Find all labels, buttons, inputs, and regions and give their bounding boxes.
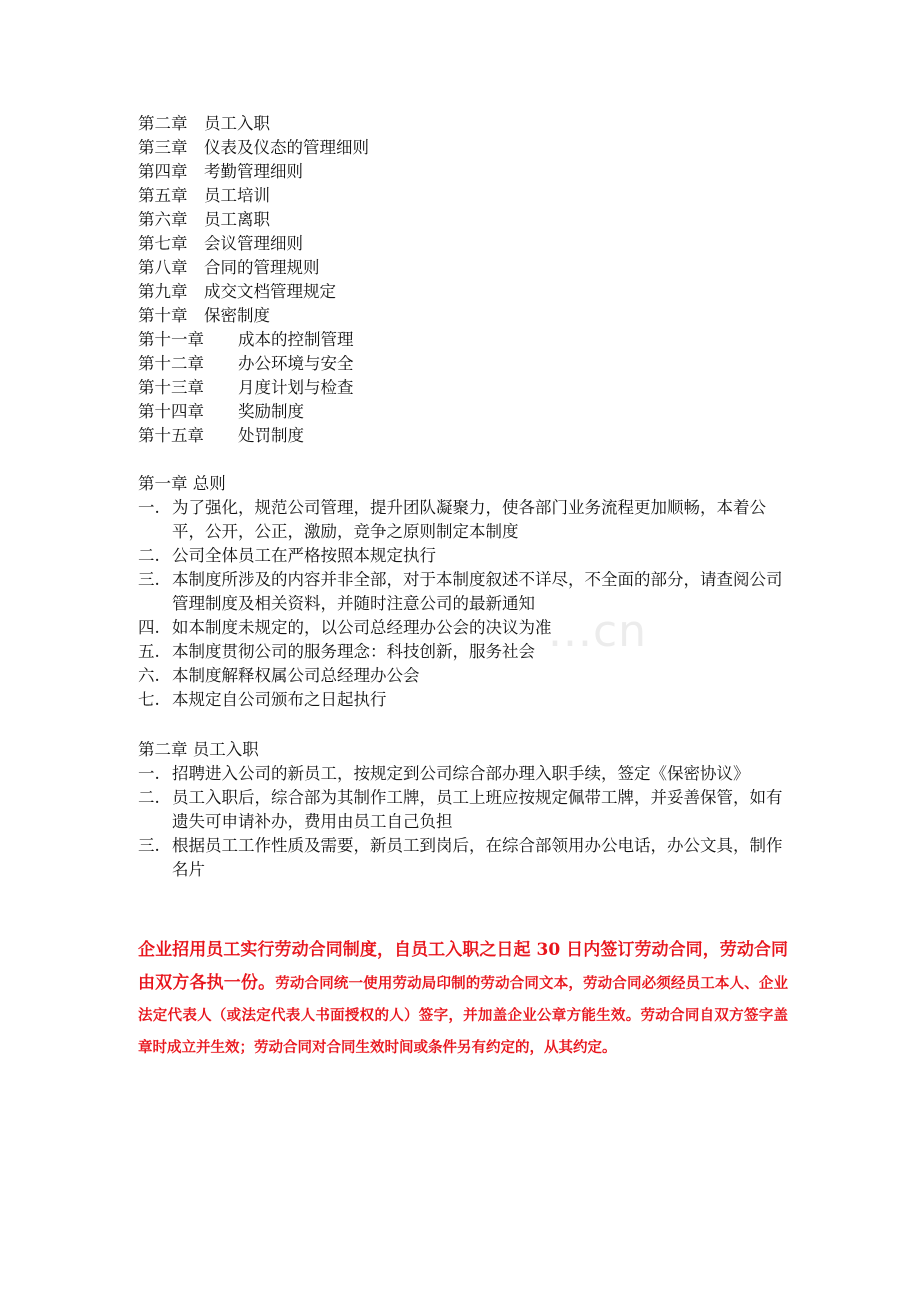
toc-chapter-title: 会议管理细则 (204, 234, 303, 253)
toc-item (138, 424, 369, 448)
item-text: 根据员工工作性质及需要，新员工到岗后，在综合部领用办公电话，办公文具，制作名片 (172, 836, 783, 879)
chapter-title: 第一章 总则 (138, 474, 226, 493)
toc-item (138, 304, 369, 328)
toc-item (138, 352, 369, 376)
toc-item (138, 328, 369, 352)
toc-chapter-title: 保密制度 (204, 306, 270, 325)
item-marker: 五. (138, 642, 160, 661)
toc-chapter-number: 第三章 (138, 138, 188, 157)
toc-chapter-title: 处罚制度 (238, 426, 304, 445)
item-text: 本制度贯彻公司的服务理念：科技创新，服务社会 (172, 642, 535, 661)
toc-chapter-number: 第十三章 (138, 378, 204, 397)
toc-chapter-number: 第十章 (138, 306, 188, 325)
item-text: 本制度所涉及的内容并非全部，对于本制度叙述不详尽，不全面的部分，请查阅公司管理制度及相关资料，并随时注意公司的最新通知 (172, 570, 783, 613)
toc-chapter-number: 第八章 (138, 258, 188, 277)
toc-chapter-title: 办公环境与安全 (238, 354, 354, 373)
toc-chapter-title: 月度计划与检查 (238, 378, 354, 397)
item-marker: 六. (138, 666, 160, 685)
note-lead-text: 企业招用员工实行劳动合同制度，自员工入职之日起 30 日内签订劳动合同，劳动合同由双方各执一份。 (138, 940, 788, 993)
toc-item (138, 376, 369, 400)
toc-chapter-title: 员工培训 (204, 186, 270, 205)
item-marker: 一. (138, 498, 160, 517)
toc-chapter-title: 考勤管理细则 (204, 162, 303, 181)
list-item (138, 688, 788, 712)
toc-chapter-title: 成本的控制管理 (238, 330, 354, 349)
chapter-title: 第二章 员工入职 (138, 740, 259, 759)
toc-chapter-title: 合同的管理规则 (204, 258, 320, 277)
chapter-general-provisions (138, 472, 788, 712)
toc-item (138, 232, 369, 256)
list-item (138, 834, 788, 882)
toc-item (138, 208, 369, 232)
item-marker: 一. (138, 764, 160, 783)
toc-chapter-title: 成交文档管理规定 (204, 282, 336, 301)
toc-item (138, 112, 369, 136)
item-text: 公司全体员工在严格按照本规定执行 (172, 546, 436, 565)
table-of-contents (138, 112, 369, 448)
toc-chapter-number: 第二章 (138, 114, 188, 133)
list-item (138, 568, 788, 616)
item-marker: 三. (138, 836, 160, 855)
item-marker: 二. (138, 546, 160, 565)
item-marker: 七. (138, 690, 160, 709)
item-text: 本规定自公司颁布之日起执行 (172, 690, 387, 709)
toc-chapter-number: 第十二章 (138, 354, 204, 373)
toc-item (138, 280, 369, 304)
toc-chapter-number: 第六章 (138, 210, 188, 229)
list-item (138, 496, 788, 544)
item-text: 员工入职后，综合部为其制作工牌，员工上班应按规定佩带工牌，并妥善保管，如有遗失可申请补办，费用由员工自己负担 (172, 788, 783, 831)
list-item (138, 762, 788, 786)
toc-chapter-number: 第四章 (138, 162, 188, 181)
item-marker: 二. (138, 788, 160, 807)
toc-item (138, 400, 369, 424)
labor-contract-note (138, 934, 788, 1064)
toc-chapter-title: 奖励制度 (238, 402, 304, 421)
item-text: 为了强化，规范公司管理，提升团队凝聚力，使各部门业务流程更加顺畅，本着公平，公开，公正，激励，竞争之原则制定本制度 (172, 498, 766, 541)
toc-chapter-number: 第九章 (138, 282, 188, 301)
toc-chapter-title: 仪表及仪态的管理细则 (204, 138, 369, 157)
list-item (138, 640, 788, 664)
toc-chapter-title: 员工离职 (204, 210, 270, 229)
toc-item (138, 256, 369, 280)
toc-chapter-number: 第十四章 (138, 402, 204, 421)
note-paragraph (138, 934, 788, 1064)
chapter-employee-onboarding (138, 738, 788, 882)
toc-item (138, 160, 369, 184)
toc-chapter-title: 员工入职 (204, 114, 270, 133)
item-text: 如本制度未规定的，以公司总经理办公会的决议为准 (172, 618, 552, 637)
toc-chapter-number: 第十一章 (138, 330, 204, 349)
toc-item (138, 136, 369, 160)
list-item (138, 786, 788, 834)
item-marker: 四. (138, 618, 160, 637)
item-marker: 三. (138, 570, 160, 589)
watermark: ...cn (548, 606, 648, 657)
toc-chapter-number: 第十五章 (138, 426, 204, 445)
list-item (138, 544, 788, 568)
note-body-text: 劳动合同统一使用劳动局印制的劳动合同文本，劳动合同必须经员工本人、企业法定代表人（或法定代表人书面授权的人）签字，并加盖企业公章方能生效。劳动合同自双方签字盖章时成立并生效；劳动合同对合同生效时间或条件另有约定的，从其约定。 (138, 975, 789, 1056)
item-text: 本制度解释权属公司总经理办公会 (172, 666, 420, 685)
toc-chapter-number: 第五章 (138, 186, 188, 205)
item-text: 招聘进入公司的新员工，按规定到公司综合部办理入职手续，签定《保密协议》 (172, 764, 750, 783)
list-item (138, 664, 788, 688)
toc-chapter-number: 第七章 (138, 234, 188, 253)
toc-item (138, 184, 369, 208)
list-item (138, 616, 788, 640)
